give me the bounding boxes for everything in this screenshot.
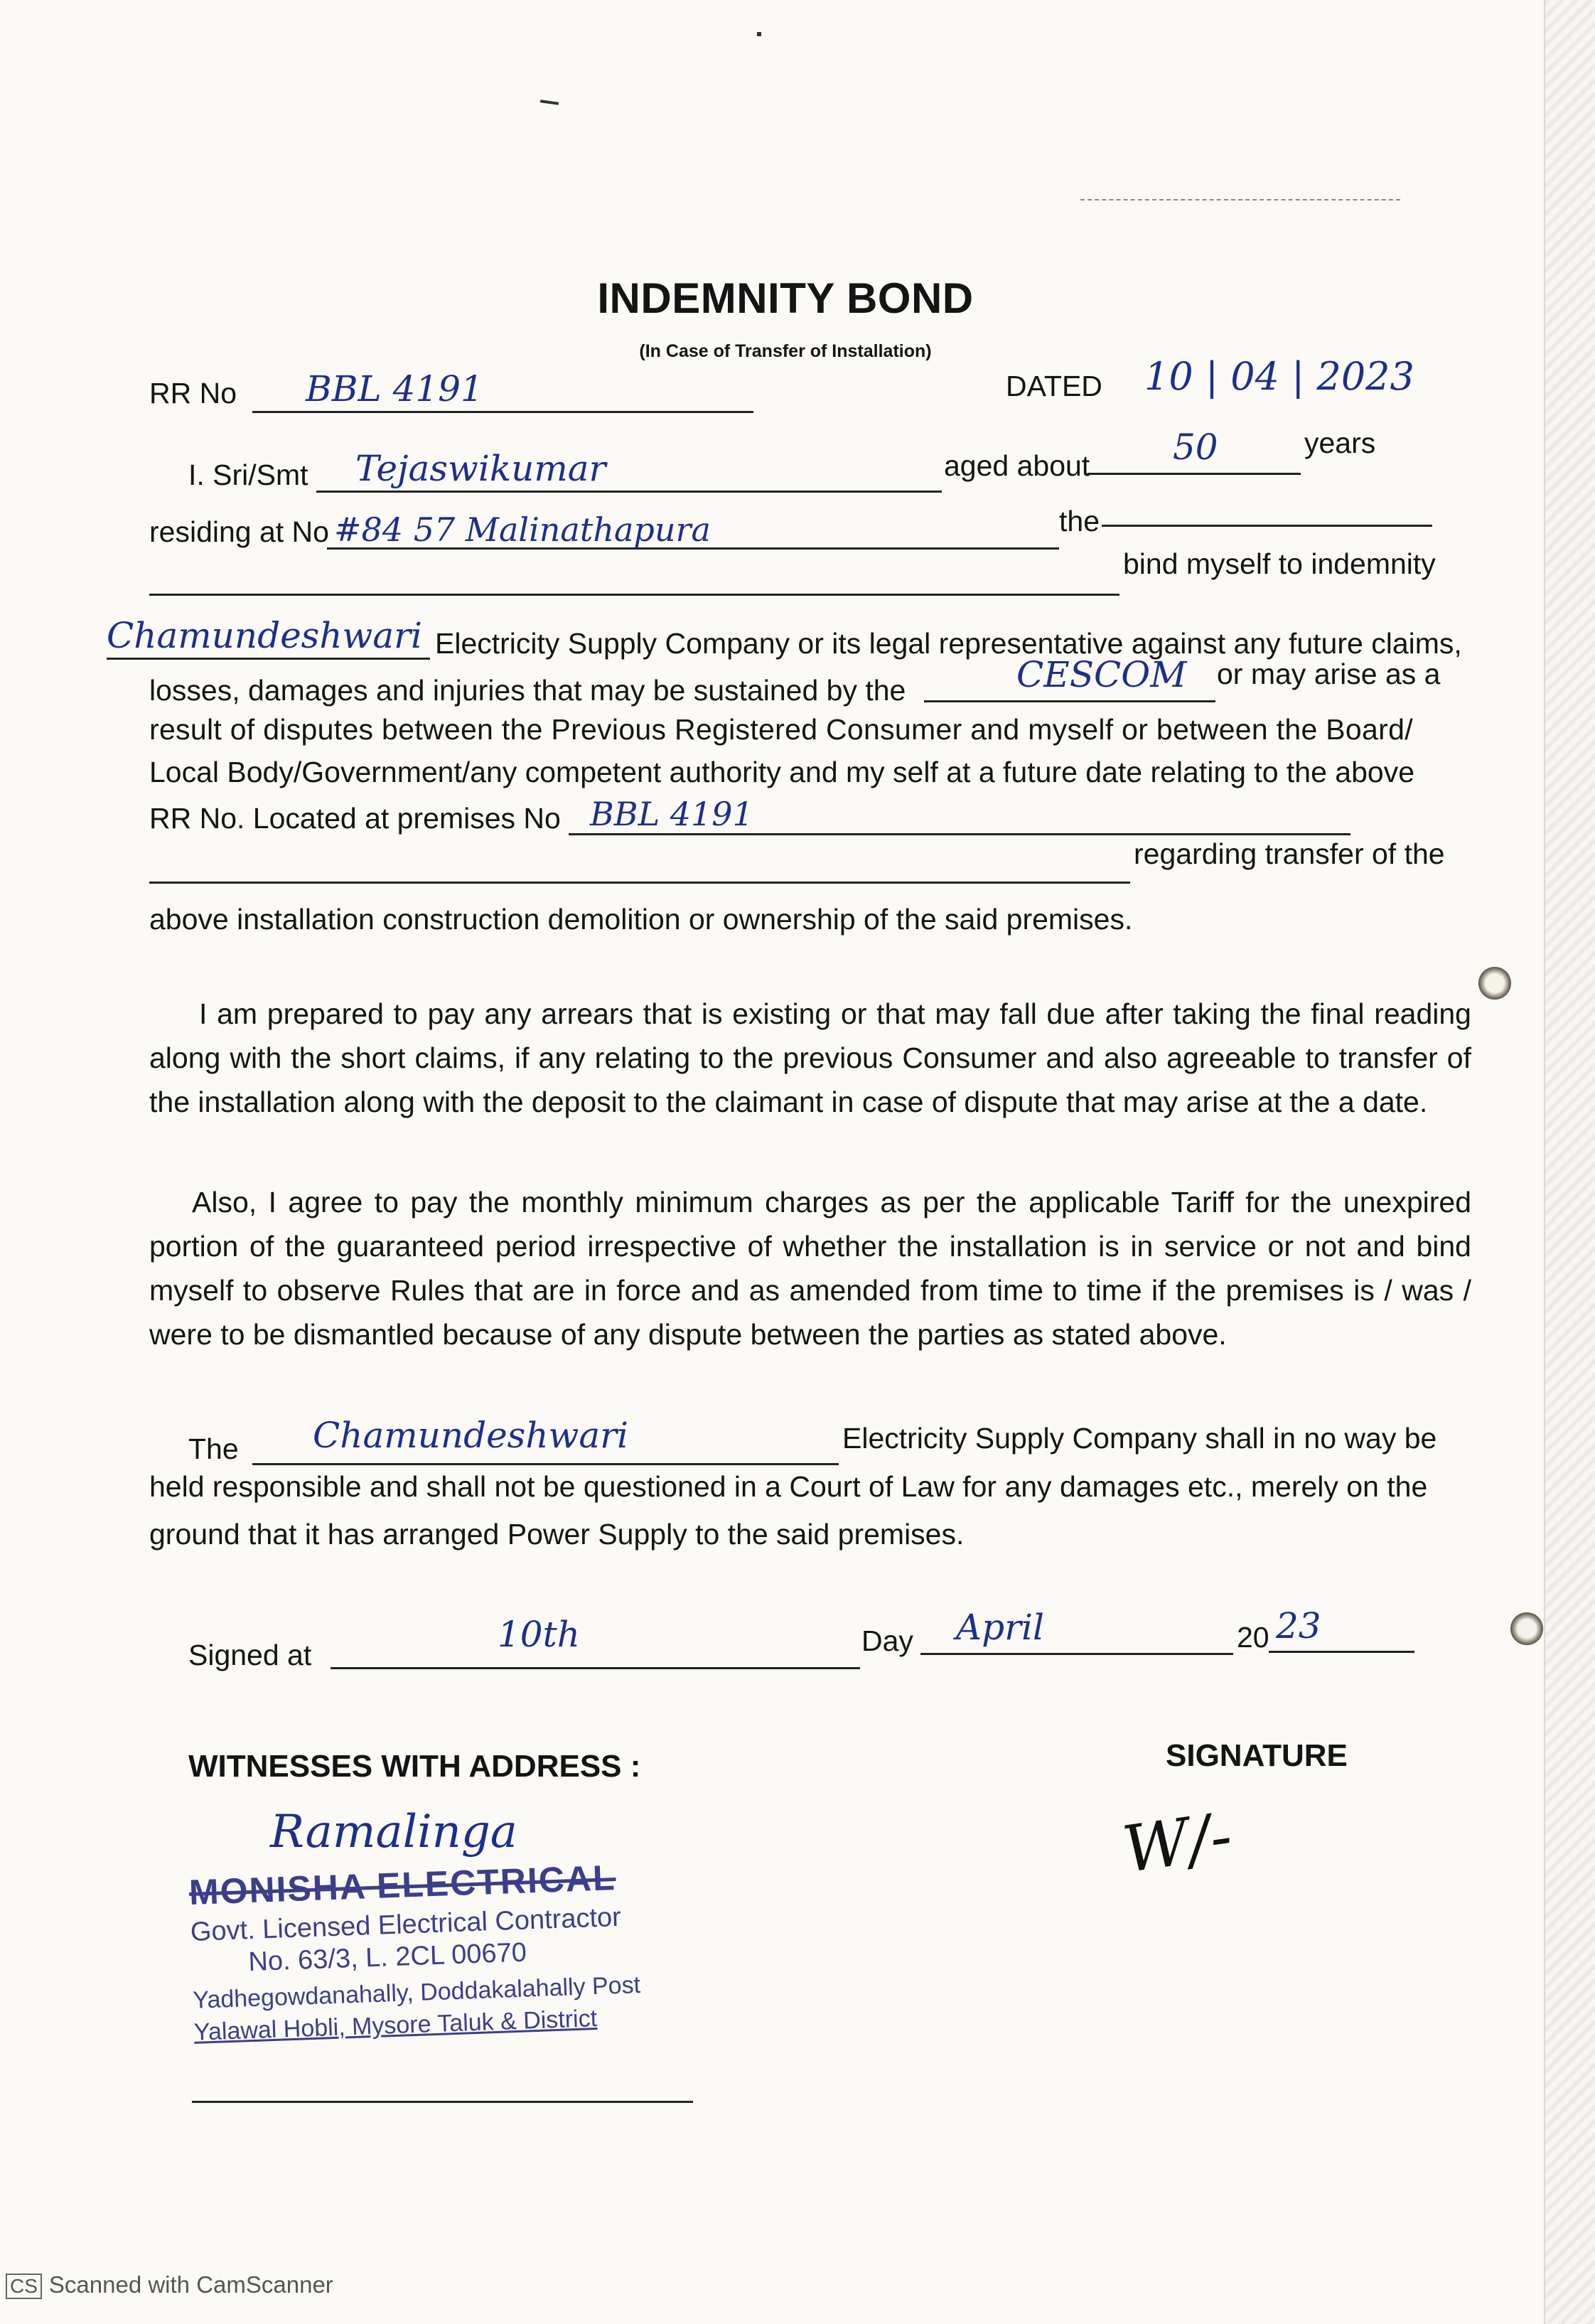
years-label: years [1304, 427, 1376, 459]
aged-about-label: aged about [944, 449, 1090, 482]
sustained-by-line [924, 700, 1215, 702]
stamp-line-2: Govt. Licensed Electrical Contractor [190, 1902, 622, 1947]
the-label: the [1059, 505, 1100, 537]
above-installation-text: above installation construction demolition or ownership of the said premises. [149, 903, 1133, 936]
witness-line [192, 2101, 693, 2103]
speck [540, 100, 559, 105]
ground-text: ground that it has arranged Power Supply to the said premises. [149, 1518, 965, 1551]
address-value: #84 57 Malinathapura [334, 510, 711, 549]
regarding-transfer-text: regarding transfer of the [1134, 837, 1445, 870]
rr-located-label: RR No. Located at premises No [149, 802, 561, 835]
address-line-2 [149, 594, 1119, 596]
dated-value: 10 | 04 | 2023 [1144, 354, 1414, 399]
document-title: INDEMNITY BOND [597, 274, 974, 322]
premises-line-2 [149, 882, 1130, 884]
company-line-2 [252, 1463, 839, 1465]
premises-line [569, 833, 1350, 835]
day-value: April [956, 1607, 1044, 1648]
company-suffix-text: Electricity Supply Company shall in no way be [842, 1422, 1437, 1455]
losses-text: losses, damages and injuries that may be sustained by the [149, 674, 906, 707]
age-line [1088, 473, 1301, 475]
sustained-by-value: CESCOM [1016, 654, 1187, 695]
company-value-2: Chamundeshwari [313, 1415, 629, 1456]
arrears-paragraph: I am prepared to pay any arrears that is existing or that may fall due after taking the final reading along with the short claims, if any relating to the previous Consumer and also agreeable to transfer of the installation along with the deposit to the claimant in case of dispute that may arise at the a date. [149, 997, 1471, 1118]
minimum-charges-paragraph: Also, I agree to pay the monthly minimum charges as per the applicable Tariff for the unexpired portion of the guaranteed period irrespective of whether the installation is in service or not and bind myself to observe Rules that are in force and as amended from time to time if the premises is / was / were to be dismantled because of any dispute between the parties as stated above. [149, 1186, 1471, 1351]
punch-hole [1478, 967, 1511, 1000]
the-line [1102, 525, 1432, 527]
rr-no-value: BBL 4191 [306, 368, 483, 409]
day-label: Day [861, 1624, 913, 1657]
dated-label: DATED [1006, 370, 1102, 402]
signature-mark: W/- [1118, 1798, 1237, 1888]
rr-no-label: RR No [149, 377, 237, 409]
speck [757, 32, 761, 36]
stamp-line-5: Yalawal Hobli, Mysore Taluk & District [193, 2005, 598, 2046]
esc-text: Electricity Supply Company or its legal representative against any future claims, [435, 627, 1462, 660]
year-line [1269, 1651, 1414, 1653]
residing-label: residing at No [149, 515, 329, 548]
age-value: 50 [1173, 427, 1218, 468]
signed-at-line [331, 1667, 860, 1669]
name-line [316, 491, 942, 493]
company-line [107, 658, 430, 660]
name-value: Tejaswikumar [355, 448, 606, 489]
sri-smt-label: I. Sri/Smt [188, 459, 308, 491]
stamp-line-1: MONISHA ELECTRICAL [188, 1858, 617, 1912]
local-body-text: Local Body/Government/any competent authority and my self at a future date relating to the above [149, 756, 1414, 788]
the-company-label: The [188, 1433, 239, 1465]
scanner-footer-text: Scanned with CamScanner [48, 2271, 333, 2298]
or-may-arise-text: or may arise as a [1217, 658, 1441, 690]
stamp-line-4: Yadhegowdanahally, Doddakalahally Post [192, 1971, 641, 2014]
bind-myself-label: bind myself to indemnity [1123, 547, 1436, 580]
result-text: result of disputes between the Previous Registered Consumer and myself or between the Board/ [149, 713, 1413, 746]
witness-signature: Ramalinga [270, 1806, 517, 1858]
year-prefix-label: 20 [1237, 1621, 1269, 1654]
signature-heading: SIGNATURE [1166, 1738, 1348, 1773]
year-suffix-value: 23 [1276, 1605, 1321, 1646]
punch-hole [1510, 1612, 1543, 1645]
company-value: Chamundeshwari [107, 615, 423, 656]
stamp-line-3: No. 63/3, L. 2CL 00670 [247, 1937, 527, 1978]
premises-value: BBL 4191 [590, 795, 753, 833]
witnesses-heading: WITNESSES WITH ADDRESS : [188, 1749, 641, 1784]
day-line [920, 1653, 1233, 1655]
scanner-footer [6, 2271, 333, 2299]
rr-no-line [252, 411, 753, 413]
signed-at-label: Signed at [188, 1639, 312, 1671]
document-subtitle: (In Case of Transfer of Installation) [639, 341, 932, 361]
held-responsible-text: held responsible and shall not be questioned in a Court of Law for any damages etc., merely on the [149, 1470, 1428, 1503]
signed-at-value: 10th [498, 1614, 580, 1655]
camscanner-badge: CS [6, 2274, 42, 2299]
top-dashed-mark [1080, 199, 1400, 200]
contractor-stamp [188, 1853, 721, 2085]
